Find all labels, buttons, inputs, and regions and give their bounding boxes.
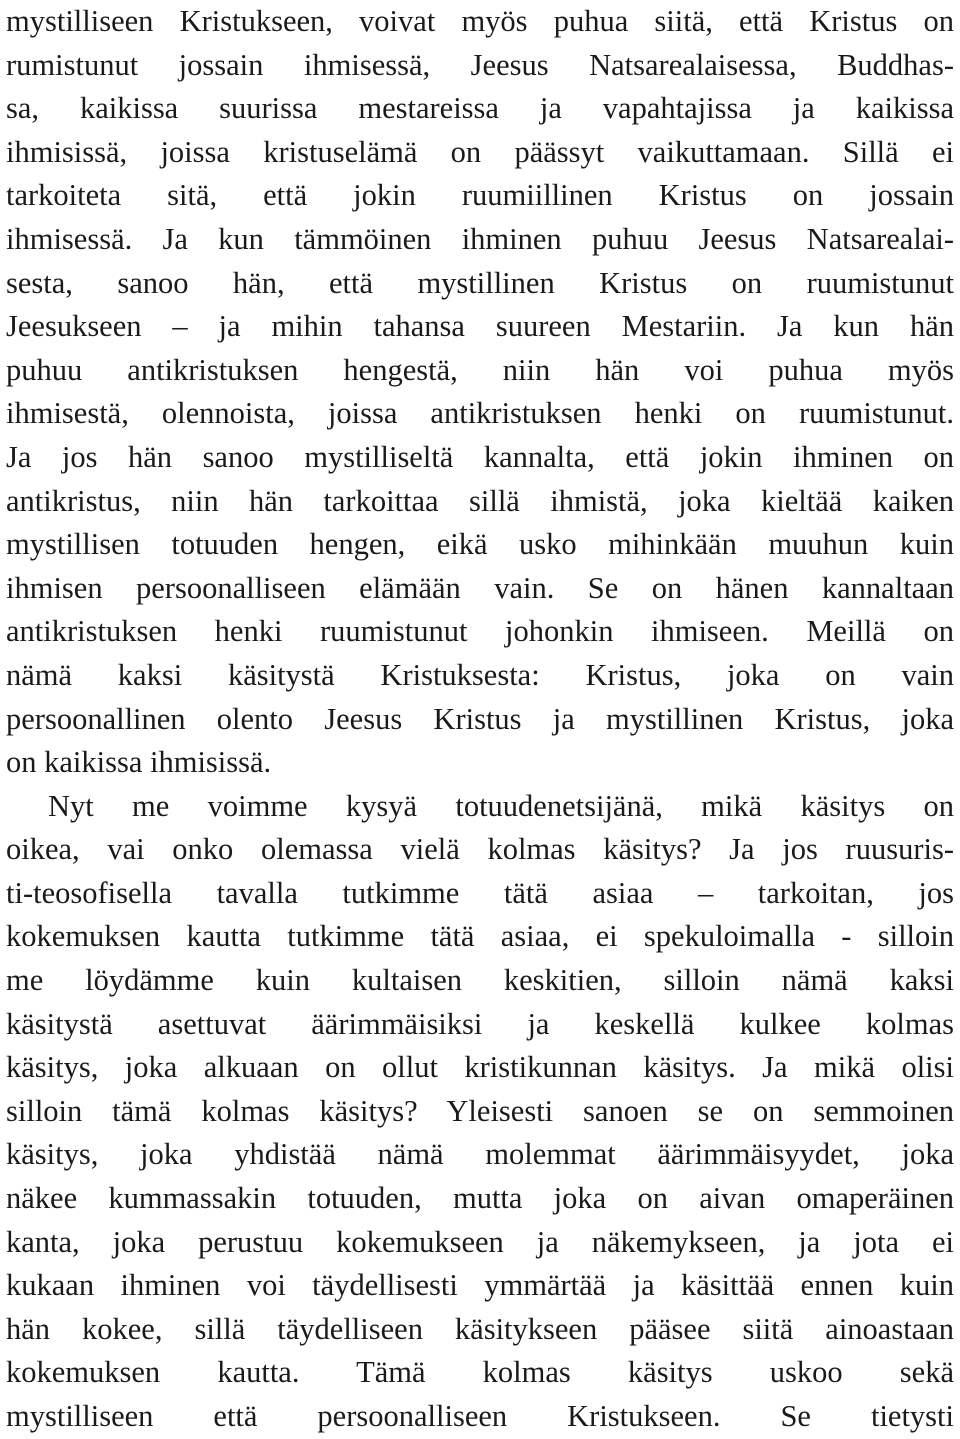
text-line: käsitystä asettuvat äärimmäisiksi ja keskellä kulkee kolmas bbox=[6, 1006, 954, 1041]
text-line: kukaan ihminen voi täydellisesti ymmärtää ja käsittää ennen kuin bbox=[6, 1268, 954, 1303]
document-page bbox=[6, 0, 954, 1439]
text-line: kanta, joka perustuu kokemukseen ja näkemykseen, ja jota ei bbox=[6, 1224, 954, 1259]
text-line: rumistunut jossain ihmisessä, Jeesus Natsarealaisessa, Buddhas- bbox=[6, 47, 954, 82]
text-line: ihmisessä. Ja kun tämmöinen ihminen puhuu Jeesus Natsarealai- bbox=[6, 221, 954, 256]
text-line: silloin tämä kolmas käsitys? Yleisesti sanoen se on semmoinen bbox=[6, 1093, 954, 1128]
text-line: sesta, sanoo hän, että mystillinen Kristus on ruumistunut bbox=[6, 265, 954, 300]
text-line: Jeesukseen – ja mihin tahansa suureen Mestariin. Ja kun hän bbox=[6, 309, 954, 344]
text-line: ihmisen persoonalliseen elämään vain. Se on hänen kannaltaan bbox=[6, 570, 954, 605]
text-line: antikristuksen henki ruumistunut johonkin ihmiseen. Meillä on bbox=[6, 614, 954, 649]
text-line: antikristus, niin hän tarkoittaa sillä ihmistä, joka kieltää kaiken bbox=[6, 483, 954, 518]
text-line: mystilliseen Kristukseen, voivat myös puhua siitä, että Kristus on bbox=[6, 4, 954, 38]
text-line: käsitys, joka yhdistää nämä molemmat äärimmäisyydet, joka bbox=[6, 1137, 954, 1172]
text-line: puhuu antikristuksen hengestä, niin hän voi puhua myös bbox=[6, 352, 954, 387]
text-line: oikea, vai onko olemassa vielä kolmas käsitys? Ja jos ruusuris- bbox=[6, 832, 954, 867]
text-line: me löydämme kuin kultaisen keskitien, silloin nämä kaksi bbox=[6, 963, 954, 998]
text-line: ihmisestä, olennoista, joissa antikristuksen henki on ruumistunut. bbox=[6, 396, 954, 431]
text-line: mystillisen totuuden hengen, eikä usko mihinkään muuhun kuin bbox=[6, 527, 954, 562]
text-line: Nyt me voimme kysyä totuudenetsijänä, mikä käsitys on bbox=[48, 788, 954, 823]
text-line: tarkoiteta sitä, että jokin ruumiillinen Kristus on jossain bbox=[6, 178, 954, 213]
text-line: kokemuksen kautta. Tämä kolmas käsitys uskoo sekä bbox=[6, 1355, 954, 1390]
text-line: persoonallinen olento Jeesus Kristus ja mystillinen Kristus, joka bbox=[6, 701, 954, 736]
text-line: ihmisissä, joissa kristuselämä on päässyt vaikuttamaan. Sillä ei bbox=[6, 134, 954, 169]
text-line: näkee kummassakin totuuden, mutta joka on aivan omaperäinen bbox=[6, 1181, 954, 1216]
text-line: ti-teosofisella tavalla tutkimme tätä asiaa – tarkoitan, jos bbox=[6, 875, 954, 910]
text-line: Ja jos hän sanoo mystilliseltä kannalta, että jokin ihminen on bbox=[6, 439, 954, 474]
text-line: hän kokee, sillä täydelliseen käsitykseen pääsee siitä ainoastaan bbox=[6, 1311, 954, 1346]
text-line: kokemuksen kautta tutkimme tätä asiaa, ei spekuloimalla - silloin bbox=[6, 919, 954, 954]
text-line: mystilliseen että persoonalliseen Kristukseen. Se tietysti bbox=[6, 1399, 954, 1433]
text-line: käsitys, joka alkuaan on ollut kristikunnan käsitys. Ja mikä olisi bbox=[6, 1050, 954, 1085]
text-line: sa, kaikissa suurissa mestareissa ja vapahtajissa ja kaikissa bbox=[6, 91, 954, 126]
text-line: on kaikissa ihmisissä. bbox=[6, 745, 272, 780]
text-line: nämä kaksi käsitystä Kristuksesta: Kristus, joka on vain bbox=[6, 657, 954, 692]
